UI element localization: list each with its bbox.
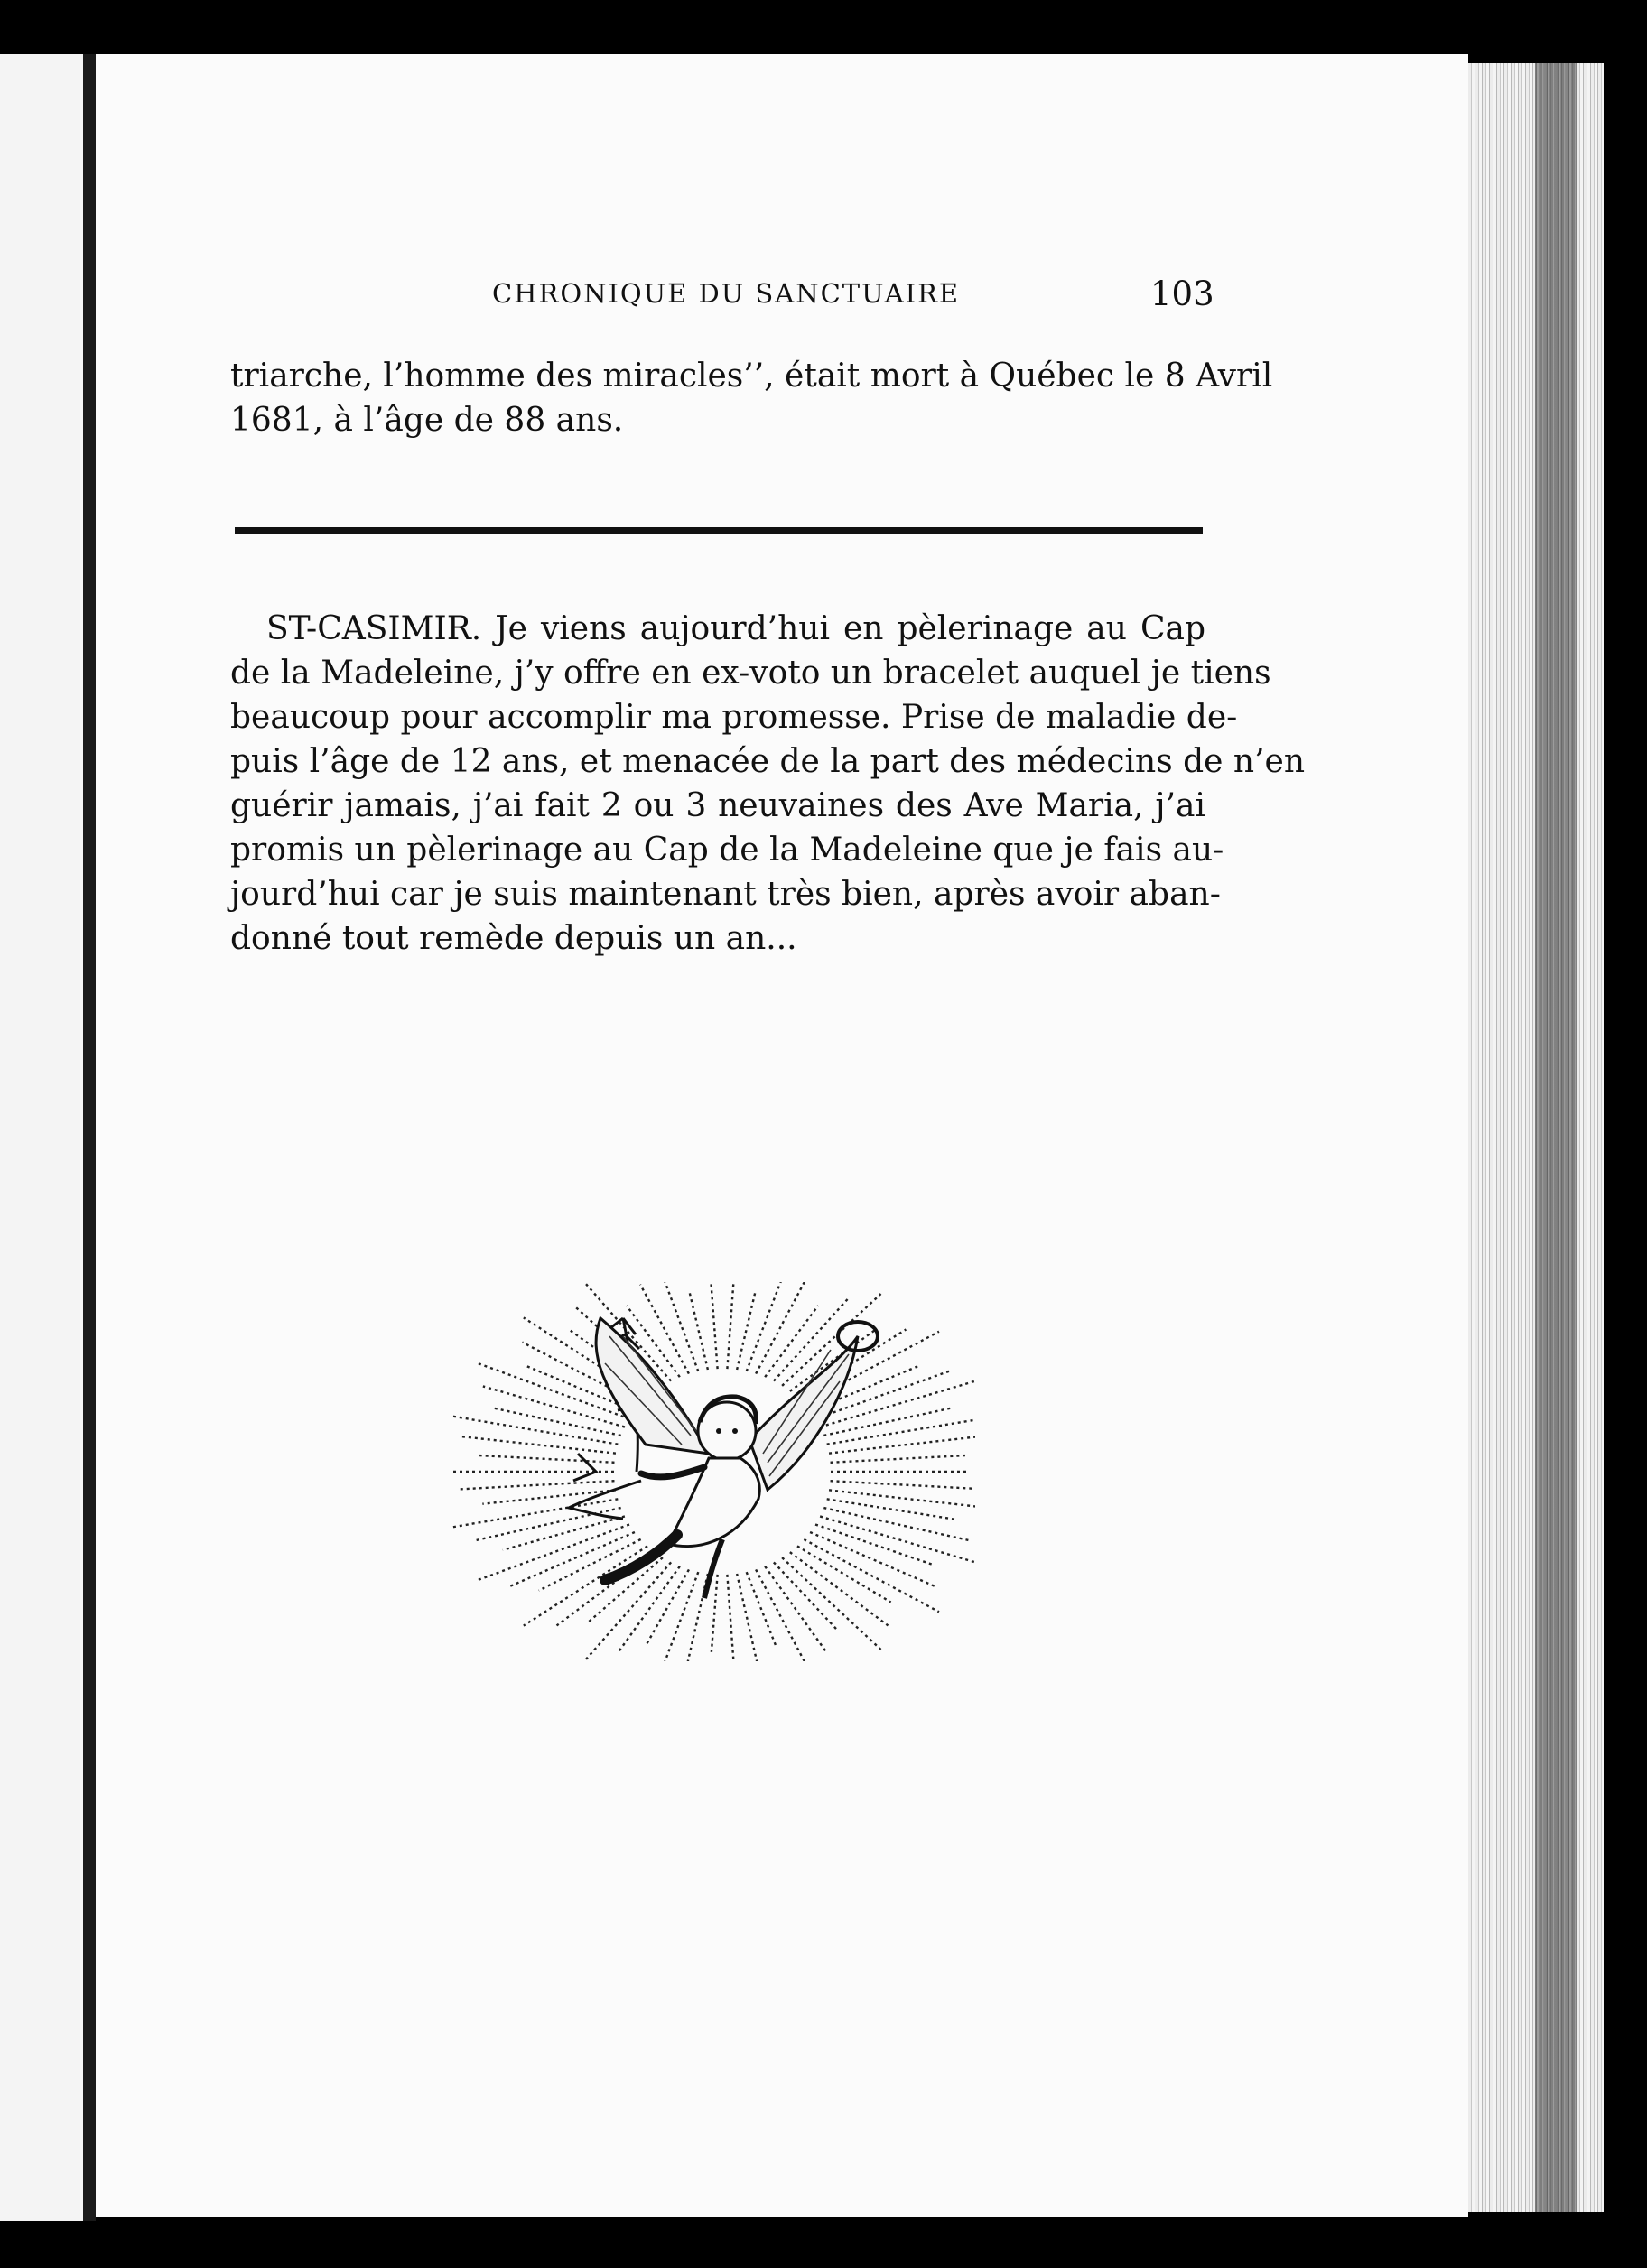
ray: [824, 1408, 950, 1436]
running-title: CHRONIQUE DU SANCTUAIRE: [492, 278, 961, 309]
text-line: triarche, l’homme des miracles’’, était mort à Québec le 8 Avril: [230, 358, 1273, 395]
ray: [727, 1282, 735, 1369]
text-line: promis un pèlerinage au Cap de la Madeleine que je fais au-: [230, 832, 1224, 869]
ray: [765, 1306, 818, 1377]
page-number: 103: [1150, 274, 1214, 313]
ray: [483, 1386, 625, 1427]
ray: [827, 1419, 975, 1445]
previous-page-edge: [0, 54, 83, 2221]
text-line: puis l’âge de 12 ans, et menacée de la part des médecins de n’en: [230, 743, 1306, 780]
ray: [712, 1575, 718, 1652]
text-line: de la Madeleine, j’y offre en ex-voto un bracelet auquel je tiens: [230, 655, 1271, 692]
ray: [658, 1572, 698, 1661]
ray: [539, 1539, 641, 1591]
ray: [790, 1552, 889, 1625]
cherub-with-palm-and-wreath-icon: [451, 1282, 975, 1661]
ray: [727, 1575, 735, 1661]
testimony-paragraph: [230, 607, 1306, 961]
ray: [647, 1569, 689, 1643]
ray: [747, 1282, 782, 1371]
continuation-paragraph: [230, 354, 1273, 442]
ray: [479, 1455, 614, 1463]
ray: [711, 1282, 718, 1369]
text-line: 1681, à l’âge de 88 ans.: [230, 402, 624, 439]
ray: [618, 1566, 680, 1653]
ray: [737, 1574, 758, 1661]
ray: [829, 1490, 975, 1510]
section-divider: [235, 527, 1203, 534]
text-line: guérir jamais, j’ai fait 2 ou 3 neuvaines des Ave Maria, j’ai: [230, 787, 1205, 824]
ray: [797, 1546, 891, 1602]
ray: [458, 1481, 615, 1489]
text-line: donné tout remède depuis un an...: [230, 920, 797, 957]
ray: [831, 1481, 975, 1489]
page-stack-shadow: [1535, 63, 1577, 2212]
text-line: beaucoup pour accomplir ma promesse. Prise de maladie de-: [230, 699, 1238, 736]
book-gutter: [83, 54, 96, 2221]
ray: [524, 1546, 647, 1625]
ray: [782, 1557, 880, 1650]
ray: [451, 1415, 618, 1444]
text-line: ST-CASIMIR. Je viens aujourd’hui en pèlerinage au Cap: [266, 610, 1205, 647]
ray: [815, 1524, 932, 1564]
text-line: jourd’hui car je suis maintenant très bien, après avoir aban-: [230, 876, 1221, 913]
ray: [831, 1455, 965, 1463]
ray: [475, 1524, 628, 1581]
ray: [494, 1408, 620, 1436]
ray: [829, 1434, 975, 1454]
ray: [804, 1539, 939, 1612]
ray: [820, 1516, 975, 1564]
